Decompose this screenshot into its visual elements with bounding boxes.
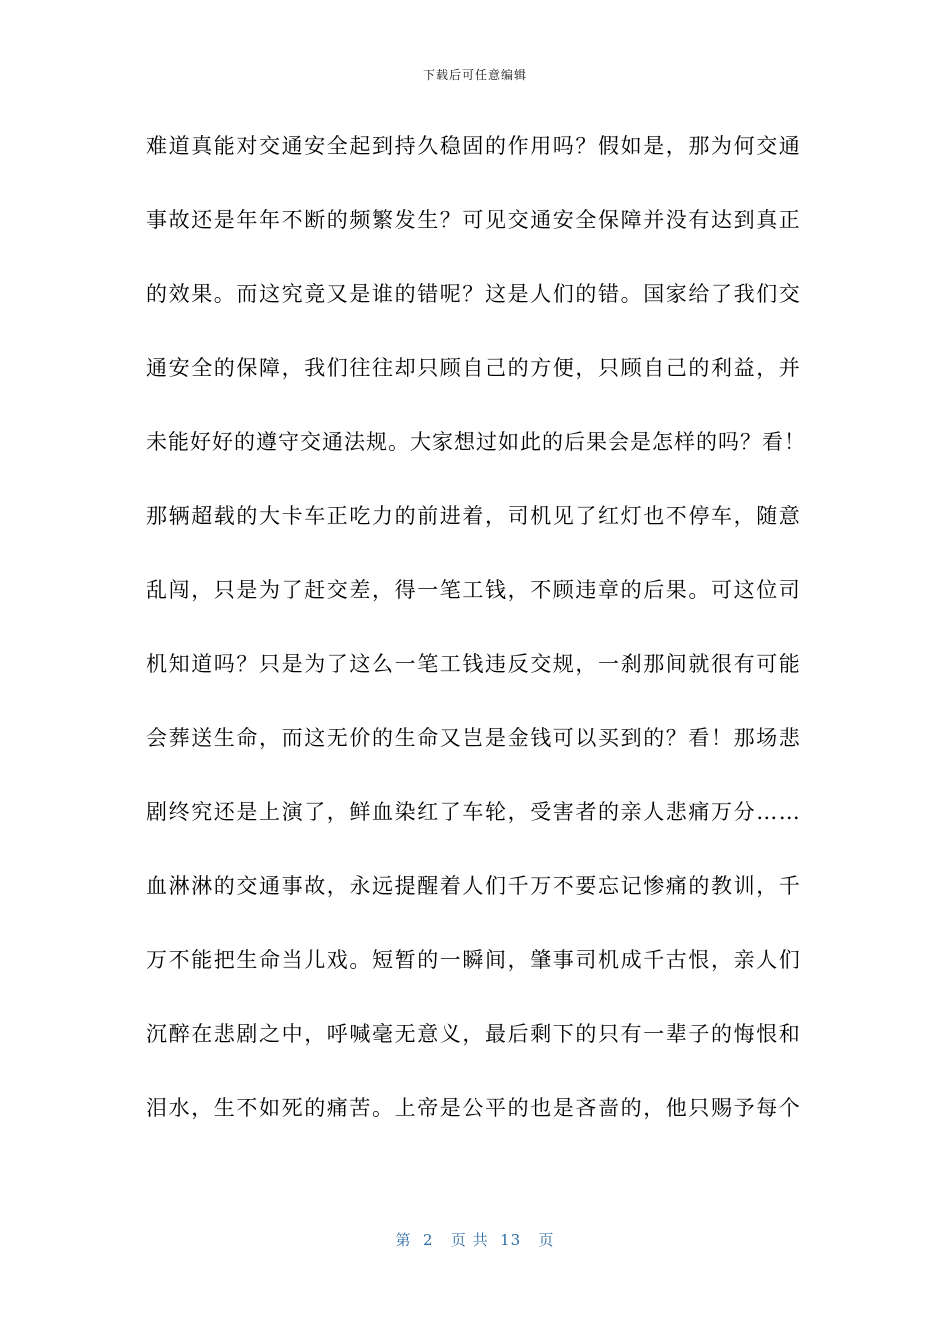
text-line-6: 那辆超载的大卡车正吃力的前进着，司机见了红灯也不停车，随意 <box>146 504 802 528</box>
text-line-1: 难道真能对交通安全起到持久稳固的作用吗？假如是，那为何交通 <box>146 134 802 158</box>
text-line-14: 泪水，生不如死的痛苦。上帝是公平的也是吝啬的，他只赐予每个 <box>146 1096 802 1120</box>
page-header: 下载后可任意编辑 <box>422 68 527 82</box>
text-line-11: 血淋淋的交通事故，永远提醒着人们千万不要忘记惨痛的教训，千 <box>146 874 802 898</box>
text-line-7: 乱闯，只是为了赶交差，得一笔工钱，不顾违章的后果。可这位司 <box>146 578 802 602</box>
text-line-9: 会葬送生命，而这无价的生命又岂是金钱可以买到的？看！那场悲 <box>146 726 802 750</box>
text-line-5: 未能好好的遵守交通法规。大家想过如此的后果会是怎样的吗？看！ <box>146 430 806 454</box>
text-line-3: 的效果。而这究竟又是谁的错呢？这是人们的错。国家给了我们交 <box>146 282 802 306</box>
text-line-4: 通安全的保障，我们往往却只顾自己的方便，只顾自己的利益，并 <box>146 356 802 380</box>
text-line-13: 沉醉在悲剧之中，呼喊毫无意义，最后剩下的只有一辈子的悔恨和 <box>146 1022 802 1046</box>
document-body <box>146 130 806 1166</box>
text-line-12: 万不能把生命当儿戏。短暂的一瞬间，肇事司机成千古恨，亲人们 <box>146 948 802 972</box>
page-number-footer: 第 2 页 共 13 页 <box>395 1231 555 1249</box>
text-line-8: 机知道吗？只是为了这么一笔工钱违反交规，一刹那间就很有可能 <box>146 652 802 676</box>
text-line-2: 事故还是年年不断的频繁发生？可见交通安全保障并没有达到真正 <box>146 208 802 232</box>
text-line-10: 剧终究还是上演了，鲜血染红了车轮，受害者的亲人悲痛万分…… <box>146 800 802 824</box>
